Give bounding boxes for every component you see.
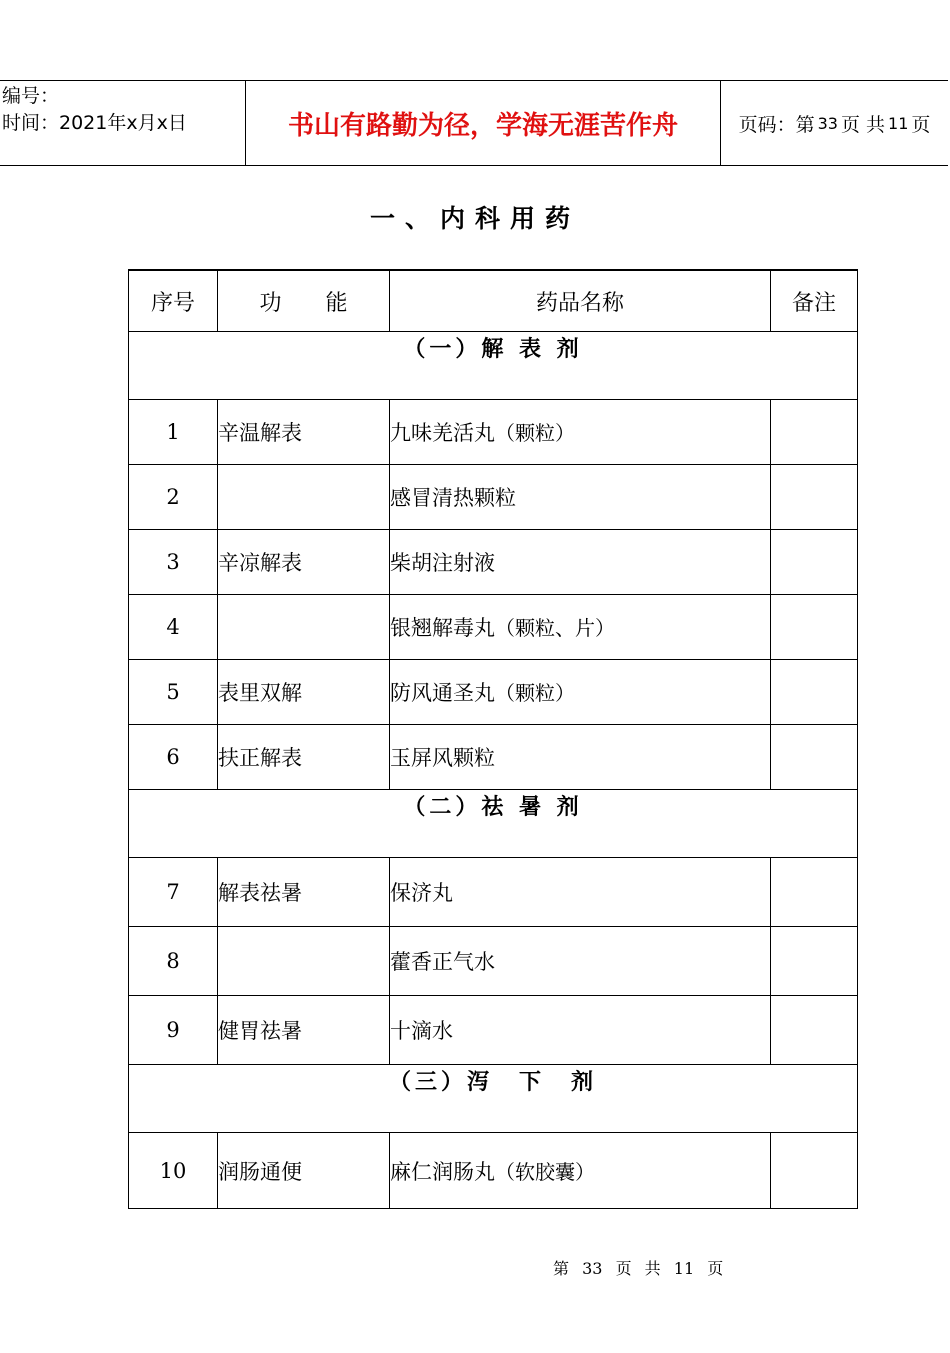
medicine-name: 藿香正气水 [390,950,495,974]
header-remark: 备注 [771,270,858,332]
header-function: 功 能 [218,270,390,332]
table-row [129,725,858,790]
page-suffix: 页 [911,113,931,136]
cell-name [390,595,771,660]
table-header-row [129,270,858,332]
cell-function: 表里双解 [218,660,390,725]
cell-name [390,927,771,996]
medicine-name: 防风通圣丸 [390,681,495,705]
cell-function [218,595,390,660]
medicine-form: （颗粒、片） [495,616,615,640]
header-meta [2,83,187,137]
page-current: 33 [817,113,838,133]
cell-seq: 9 [129,996,218,1065]
cell-seq: 10 [129,1133,218,1209]
cell-remark [771,725,858,790]
cell-seq: 7 [129,858,218,927]
header-page-number [721,81,948,165]
table-row [129,996,858,1065]
cell-seq: 2 [129,465,218,530]
medicine-name: 保济丸 [390,881,453,905]
section-title: （三）泻 下 剂 [129,1065,858,1133]
cell-name [390,858,771,927]
section-row [129,790,858,858]
footer-page-current: 33 [582,1259,603,1278]
cell-remark [771,660,858,725]
cell-remark [771,1133,858,1209]
cell-function [218,927,390,996]
cell-remark [771,530,858,595]
cell-remark [771,400,858,465]
cell-remark [771,465,858,530]
cell-name [390,1133,771,1209]
cell-remark [771,996,858,1065]
cell-function [218,465,390,530]
cell-function: 扶正解表 [218,725,390,790]
table-row [129,1133,858,1209]
cell-seq: 1 [129,400,218,465]
footer-text: 共 [644,1259,661,1278]
header-motto: 书山有路勤为径，学海无涯苦作舟 [287,110,678,141]
cell-function: 润肠通便 [218,1133,390,1209]
medicine-table [128,269,858,1209]
page-footer [553,1256,731,1279]
cell-name [390,530,771,595]
medicine-name: 感冒清热颗粒 [390,486,516,510]
medicine-name: 玉屏风颗粒 [390,746,495,770]
cell-name [390,400,771,465]
medicine-form: （软胶囊） [495,1159,595,1184]
cell-function: 解表祛暑 [218,858,390,927]
section-title: （二）祛 暑 剂 [129,790,858,858]
medicine-form: （颗粒） [495,681,575,705]
document-title: 一、内科用药 [369,204,580,233]
page-prefix: 页码：第 [738,113,815,136]
cell-remark [771,595,858,660]
section-title: （一）解 表 剂 [129,332,858,400]
page-total: 11 [888,113,909,133]
cell-name [390,660,771,725]
cell-seq: 3 [129,530,218,595]
footer-text: 页 [615,1259,632,1278]
section-row [129,1065,858,1133]
cell-function: 辛温解表 [218,400,390,465]
cell-name [390,465,771,530]
header-name: 药品名称 [390,270,771,332]
table-row [129,927,858,996]
cell-seq: 4 [129,595,218,660]
cell-name [390,996,771,1065]
medicine-name: 柴胡注射液 [390,551,495,575]
medicine-name: 银翘解毒丸 [390,616,495,640]
table-row [129,465,858,530]
table-row [129,660,858,725]
page-mid: 页 共 [840,113,886,136]
cell-function: 辛凉解表 [218,530,390,595]
table-row [129,858,858,927]
time-label: 时间：2021年x月x日 [2,112,187,134]
footer-text: 页 [707,1259,724,1278]
footer-text: 第 [553,1259,570,1278]
cell-remark [771,858,858,927]
medicine-form: （颗粒） [495,421,575,445]
cell-seq: 6 [129,725,218,790]
table-row [129,530,858,595]
table-row [129,400,858,465]
table-row [129,595,858,660]
cell-function: 健胃祛暑 [218,996,390,1065]
header-seq: 序号 [129,270,218,332]
page-header [0,80,948,166]
medicine-name: 麻仁润肠丸 [390,1159,495,1184]
footer-page-total: 11 [673,1259,695,1278]
medicine-name: 十滴水 [390,1019,453,1043]
serial-label: 编号： [2,85,60,107]
cell-seq: 5 [129,660,218,725]
cell-seq: 8 [129,927,218,996]
medicine-name: 九味羌活丸 [390,421,495,445]
section-row [129,332,858,400]
cell-name [390,725,771,790]
cell-remark [771,927,858,996]
